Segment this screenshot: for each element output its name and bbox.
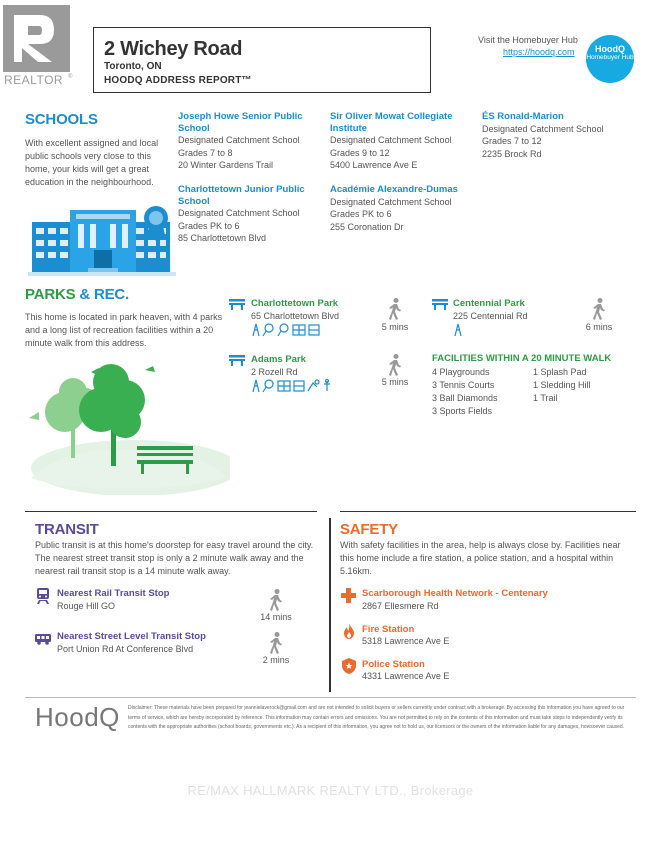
park-address: 65 Charlottetown Blvd xyxy=(251,311,340,321)
safety-facility-name[interactable]: Scarborough Health Network - Centenary xyxy=(362,588,548,599)
homebuyer-hub-badge[interactable] xyxy=(586,35,634,83)
park-facility-icons xyxy=(251,323,323,337)
property-city: Toronto, ON xyxy=(104,61,162,72)
parks-heading-rec: & REC. xyxy=(79,286,130,303)
train-icon xyxy=(36,588,50,604)
safety-facility-name[interactable]: Fire Station xyxy=(362,624,415,635)
park-address: 2 Rozell Rd xyxy=(251,367,298,377)
school-type: Designated Catchment School xyxy=(330,196,452,207)
school-item[interactable] xyxy=(482,111,632,160)
transit-stop-detail: Port Union Rd At Conference Blvd xyxy=(57,644,194,654)
hub-badge-title: HoodQ xyxy=(595,44,625,54)
parks-intro: This home is located in park heaven, with 4 parks and a long list of recreation facilities within a 20 minute walk from this address. xyxy=(25,312,223,348)
facility-item: 3 Tennis Courts xyxy=(432,380,495,390)
walking-icon xyxy=(388,298,402,320)
fire-icon xyxy=(343,623,355,639)
walk-time: 5 mins xyxy=(381,377,409,387)
hoodq-link[interactable]: https://hoodq.com xyxy=(503,47,575,57)
walk-time: 5 mins xyxy=(381,322,409,332)
bench-icon xyxy=(229,298,245,310)
walk-time: 2 mins xyxy=(262,655,290,665)
school-item[interactable] xyxy=(178,111,318,172)
school-address: 5400 Lawrence Ave E xyxy=(330,160,418,170)
school-type: Designated Catchment School xyxy=(178,208,300,218)
property-address: 2 Wichey Road xyxy=(104,38,243,60)
school-item[interactable] xyxy=(330,184,475,233)
school-name: ÉS Ronald-Marion xyxy=(482,111,564,122)
park-illustration xyxy=(25,360,230,495)
police-badge-icon xyxy=(342,658,356,674)
bench-icon xyxy=(229,354,245,366)
facility-item: 1 Sledding Hill xyxy=(533,380,591,390)
park-facility-icons xyxy=(251,379,337,393)
school-name: Sir Oliver Mowat Collegiate Institute xyxy=(330,111,453,134)
facility-item: 1 Splash Pad xyxy=(533,367,587,377)
park-address: 225 Centennial Rd xyxy=(453,311,528,321)
facilities-list-2 xyxy=(533,366,591,405)
school-name: Joseph Howe Senior Public School xyxy=(178,111,303,134)
safety-heading: SAFETY xyxy=(340,521,398,538)
walking-icon xyxy=(592,298,606,320)
disclaimer-text: Disclaimer: These materials have been prepared for jeannielaverock@gmail.com and are not intended to solicit buyers or sellers currently under contract with a brokerage. By accessing this information you have agreed to our terms of service, which are hereby incorporated by reference. This information may contain errors and omissions. You are not permitted to rely on the contents of this information and must take steps to independently verify its contents with the appropriate authorities (school boards, governments etc.). As a recipient of this information, you agree not to hold us, our licensors or the owners of the information liable for any damages, howsoever caused. xyxy=(128,705,625,730)
hospital-cross-icon xyxy=(341,588,356,603)
facility-item: 4 Playgrounds xyxy=(432,367,490,377)
school-address: 255 Coronation Dr xyxy=(330,221,404,232)
school-address: 20 Winter Gardens Trail xyxy=(178,160,274,170)
hub-badge-subtitle: Homebuyer Hub xyxy=(586,54,634,61)
school-grades: Grades 7 to 8 xyxy=(178,147,233,158)
walking-icon xyxy=(388,354,402,376)
walk-time: 14 mins xyxy=(260,612,292,622)
transit-intro: Public transit is at this home's doorstep for easy travel around the city. The nearest street transit stop is only a 2 minute walk away and the nearest rail transit stop is a 14 minute walk away. xyxy=(35,540,314,576)
column-divider xyxy=(329,518,331,692)
safety-facility-address: 5318 Lawrence Ave E xyxy=(362,636,450,646)
hoodq-logo: HoodQ xyxy=(35,702,120,732)
safety-facility-name[interactable]: Police Station xyxy=(362,659,425,670)
brokerage-watermark: RE/MAX HALLMARK REALTY LTD., Brokerage xyxy=(187,783,474,798)
walking-icon xyxy=(269,632,283,654)
transit-stop-name[interactable]: Nearest Rail Transit Stop xyxy=(57,588,170,599)
section-divider xyxy=(340,511,636,512)
bench-icon xyxy=(432,298,448,310)
facilities-heading: FACILITIES WITHIN A 20 MINUTE WALK xyxy=(432,353,612,364)
section-divider xyxy=(25,511,317,512)
school-item[interactable] xyxy=(330,111,470,172)
safety-facility-address: 4331 Lawrence Ave E xyxy=(362,671,450,681)
report-title: HOODQ ADDRESS REPORT™ xyxy=(104,75,252,86)
school-building-illustration xyxy=(28,200,176,276)
school-grades: Grades 9 to 12 xyxy=(330,147,390,158)
safety-facility-address: 2867 Ellesmere Rd xyxy=(362,601,439,611)
park-name[interactable]: Adams Park xyxy=(251,354,306,365)
school-grades: Grades PK to 6 xyxy=(178,220,240,231)
facilities-list-1 xyxy=(432,366,498,418)
realtor-logo: REALTOR ® xyxy=(0,0,78,90)
parks-heading xyxy=(25,286,129,303)
park-name[interactable]: Centennial Park xyxy=(453,298,525,309)
school-address: 85 Charlottetown Blvd xyxy=(178,233,267,243)
school-address: 2235 Brock Rd xyxy=(482,148,542,159)
schools-heading: SCHOOLS xyxy=(25,111,98,128)
playground-icon xyxy=(453,323,465,337)
school-item[interactable] xyxy=(178,184,318,245)
facility-item: 1 Trail xyxy=(533,393,558,403)
school-type: Designated Catchment School xyxy=(178,135,300,145)
transit-heading: TRANSIT xyxy=(35,521,99,538)
school-name: Charlottetown Junior Public School xyxy=(178,184,305,207)
facility-item: 3 Sports Fields xyxy=(432,406,493,416)
school-grades: Grades PK to 6 xyxy=(330,209,392,219)
bus-icon xyxy=(35,633,52,645)
park-name[interactable]: Charlottetown Park xyxy=(251,298,339,309)
school-grades: Grades 7 to 12 xyxy=(482,136,542,146)
school-type: Designated Catchment School xyxy=(330,135,452,145)
school-type: Designated Catchment School xyxy=(482,123,604,134)
visit-hub-text: Visit the Homebuyer Hub xyxy=(478,35,578,45)
facility-item: 3 Ball Diamonds xyxy=(432,393,498,403)
parks-heading-main: PARKS xyxy=(25,286,76,303)
footer-divider xyxy=(25,697,636,698)
transit-stop-detail: Rouge Hill GO xyxy=(57,601,116,611)
schools-intro: With excellent assigned and local public schools very close to this home, your kids will get a great education in the neighbourhood. xyxy=(25,138,159,187)
safety-intro: With safety facilities in the area, help is always close by. Facilities near this home include a fire station, a police station, and a hospital within 5.16km. xyxy=(340,540,621,576)
transit-stop-name[interactable]: Nearest Street Level Transit Stop xyxy=(57,631,206,642)
school-name: Académie Alexandre-Dumas xyxy=(330,184,458,195)
walking-icon xyxy=(269,589,283,611)
realtor-wordmark: REALTOR xyxy=(4,73,64,87)
walk-time: 6 mins xyxy=(585,322,613,332)
